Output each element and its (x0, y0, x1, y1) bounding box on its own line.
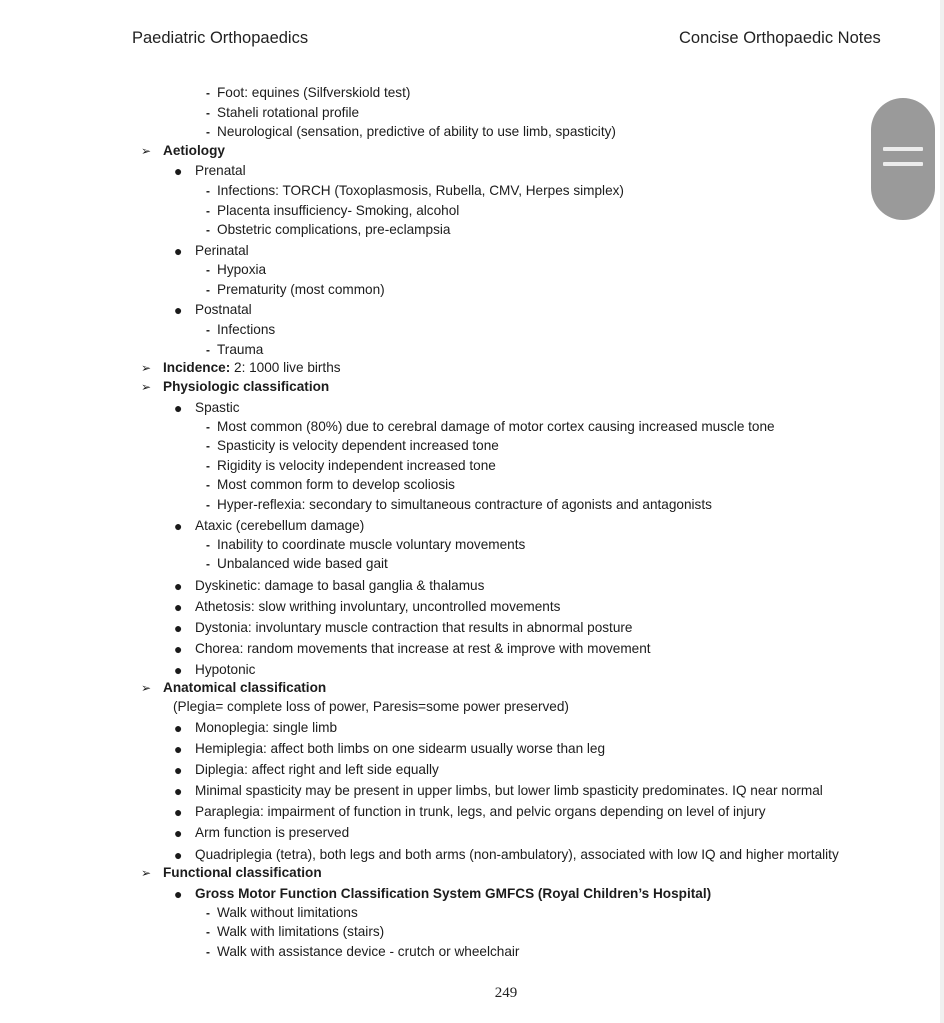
arrow-bullet-icon: ➢ (141, 144, 152, 158)
header-chapter-title: Paediatric Orthopaedics (132, 29, 309, 47)
dash-marker: - (206, 223, 210, 237)
dash-marker: - (206, 184, 210, 198)
list-item: Quadriplegia (tetra), both legs and both arms (non-ambulatory), associated with low IQ and higher mortality (195, 847, 839, 862)
bullet-icon: ● (174, 599, 183, 615)
bullet-icon: ● (174, 886, 183, 902)
dash-marker: - (206, 283, 210, 297)
list-item: Most common form to develop scoliosis (217, 477, 455, 492)
dash-marker: - (206, 106, 210, 120)
list-item: Monoplegia: single limb (195, 720, 338, 735)
list-item: Minimal spasticity may be present in upper limbs, but lower limb spasticity predominates. IQ near normal (195, 783, 823, 798)
list-item: Walk without limitations (217, 905, 358, 920)
bullet-icon: ● (174, 163, 183, 179)
dash-marker: - (206, 323, 210, 337)
list-item: Infections (217, 322, 276, 337)
list-item: Dyskinetic: damage to basal ganglia & thalamus (195, 578, 485, 593)
list-item: Prenatal (195, 163, 246, 178)
list-item: Dystonia: involuntary muscle contraction that results in abnormal posture (195, 620, 633, 635)
list-item: Chorea: random movements that increase at rest & improve with movement (195, 641, 651, 656)
dash-marker: - (206, 420, 210, 434)
list-item: Hemiplegia: affect both limbs on one sidearm usually worse than leg (195, 741, 606, 756)
bullet-icon: ● (174, 741, 183, 757)
list-item: Neurological (sensation, predictive of ability to use limb, spasticity) (217, 124, 616, 139)
dash-marker: - (206, 478, 210, 492)
list-item: Hypoxia (217, 262, 267, 277)
dash-marker: - (206, 906, 210, 920)
bullet-icon: ● (174, 847, 183, 863)
list-item: Walk with limitations (stairs) (217, 924, 385, 939)
dash-marker: - (206, 125, 210, 139)
list-item: Athetosis: slow writhing involuntary, uncontrolled movements (195, 599, 561, 614)
arrow-bullet-icon: ➢ (141, 866, 152, 880)
bullet-icon: ● (174, 578, 183, 594)
bullet-icon: ● (174, 302, 183, 318)
list-item: Perinatal (195, 243, 249, 258)
dash-marker: - (206, 538, 210, 552)
section-heading-physiologic: Physiologic classification (163, 379, 330, 394)
list-item: Walk with assistance device - crutch or wheelchair (217, 944, 520, 959)
list-item: Hypotonic (195, 662, 256, 677)
bullet-icon: ● (174, 243, 183, 259)
list-item: Gross Motor Function Classification System GMFCS (Royal Children’s Hospital) (195, 886, 712, 901)
bullet-icon: ● (174, 825, 183, 841)
list-item: Hyper-reflexia: secondary to simultaneous contracture of agonists and antagonists (217, 497, 712, 512)
incidence-line (163, 359, 341, 377)
arrow-bullet-icon: ➢ (141, 380, 152, 394)
section-heading-functional: Functional classification (163, 865, 322, 880)
bullet-icon: ● (174, 783, 183, 799)
list-item: Prematurity (most common) (217, 282, 385, 297)
list-item: Infections: TORCH (Toxoplasmosis, Rubella, CMV, Herpes simplex) (217, 183, 624, 198)
bullet-icon: ● (174, 620, 183, 636)
dash-marker: - (206, 498, 210, 512)
bullet-icon: ● (174, 641, 183, 657)
arrow-bullet-icon: ➢ (141, 681, 152, 695)
dash-marker: - (206, 263, 210, 277)
dash-marker: - (206, 557, 210, 571)
bullet-icon: ● (174, 662, 183, 678)
dash-marker: - (206, 343, 210, 357)
list-item: Foot: equines (Silfverskiold test) (217, 85, 411, 100)
incidence-label: Incidence: (163, 360, 231, 375)
list-item: Staheli rotational profile (217, 105, 360, 120)
dash-marker: - (206, 204, 210, 218)
list-item: Spasticity is velocity dependent increased tone (217, 438, 499, 453)
incidence-value: 2: 1000 live births (230, 360, 341, 375)
list-item: Arm function is preserved (195, 825, 350, 840)
dash-marker: - (206, 439, 210, 453)
bullet-icon: ● (174, 518, 183, 534)
bullet-icon: ● (174, 400, 183, 416)
dash-marker: - (206, 86, 210, 100)
scroll-handle[interactable] (871, 98, 935, 220)
page-edge (940, 0, 944, 1023)
dash-marker: - (206, 945, 210, 959)
list-item: Placenta insufficiency- Smoking, alcohol (217, 203, 460, 218)
list-item: Unbalanced wide based gait (217, 556, 388, 571)
bullet-icon: ● (174, 762, 183, 778)
page-number: 249 (494, 985, 518, 1001)
list-item: Most common (80%) due to cerebral damage of motor cortex causing increased muscle tone (217, 419, 775, 434)
dash-marker: - (206, 459, 210, 473)
section-heading-anatomical: Anatomical classification (163, 680, 327, 695)
list-item: Postnatal (195, 302, 252, 317)
header-book-title: Concise Orthopaedic Notes (679, 29, 881, 47)
list-item: Paraplegia: impairment of function in trunk, legs, and pelvic organs depending on level of injury (195, 804, 766, 819)
list-item: Obstetric complications, pre-eclampsia (217, 222, 451, 237)
list-item: Trauma (217, 342, 264, 357)
arrow-bullet-icon: ➢ (141, 361, 152, 375)
bullet-icon: ● (174, 720, 183, 736)
section-heading-aetiology: Aetiology (163, 143, 225, 158)
list-item: Rigidity is velocity independent increased tone (217, 458, 496, 473)
dash-marker: - (206, 925, 210, 939)
definition-note: (Plegia= complete loss of power, Paresis=some power preserved) (173, 699, 569, 714)
list-item: Ataxic (cerebellum damage) (195, 518, 365, 533)
list-item: Diplegia: affect right and left side equally (195, 762, 439, 777)
list-item: Inability to coordinate muscle voluntary movements (217, 537, 526, 552)
list-item: Spastic (195, 400, 240, 415)
bullet-icon: ● (174, 804, 183, 820)
